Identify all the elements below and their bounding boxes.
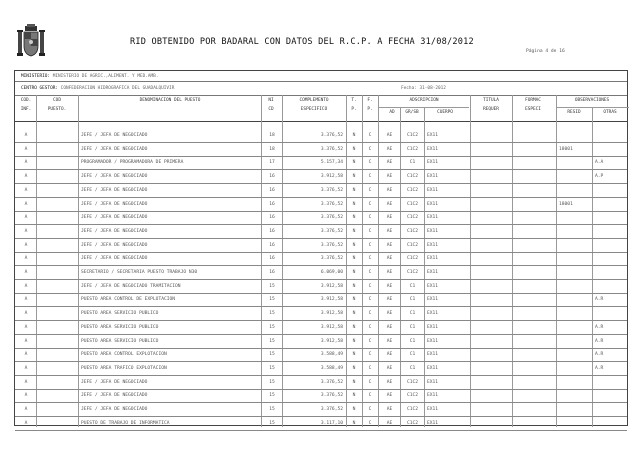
cell-resid: 18001 [559,146,573,152]
cell-denominacion: JEFE / JEFA DE NEGOCIADO [81,146,148,152]
cell-cod-inf: A [24,420,28,426]
cell-gr: C1 [409,365,416,371]
table-row [15,407,627,421]
cell-complemento: 3.912,58 [320,311,343,317]
cell-nivel: 15 [269,379,275,385]
table-row [15,297,627,311]
cell-complemento: 3.376,52 [320,215,343,221]
cell-otras: A.P [595,174,604,180]
cell-fp: C [368,311,372,317]
cell-denominacion: JEFE / JEFA DE NEGOCIADO [81,174,148,180]
cell-cod-inf: A [24,146,28,152]
cell-complemento: 6.069,00 [320,270,343,275]
cell-otras: A.A [595,160,604,166]
cell-tp: N [352,160,356,166]
cell-tp: N [352,338,356,344]
cell-complemento: 3.912,58 [320,324,343,330]
cell-fp: C [368,365,372,371]
cell-cod-inf: A [24,174,28,180]
ministry-label: MINISTERIO: [21,74,51,79]
cell-cuerpo: EX11 [427,283,439,289]
cell-cod-inf: A [24,242,28,248]
col-adscripcion: ADSCRIPCION [409,98,439,103]
cell-ad: AE [386,407,393,412]
cell-fp: C [368,352,372,358]
cell-denominacion: PUESTO AREA TRAFICO EXPLOTACION [81,365,167,371]
table-row [15,229,627,243]
cell-cuerpo: EX11 [427,160,439,166]
cell-cuerpo: EX11 [427,365,439,371]
cell-tp: N [352,256,356,262]
cell-complemento: 5.157,34 [320,160,343,166]
cell-denominacion: PUESTO DE TRABAJO DE INFORMATICA [81,420,170,426]
cell-ad: AE [386,393,393,399]
cell-nivel: 18 [269,146,275,152]
cell-fp: C [368,146,372,152]
table-row [15,188,627,202]
cell-denominacion: JEFE / JEFA DE NEGOCIADO [81,407,148,412]
cell-gr: C1 [409,324,416,330]
col-otras: OTRAS [603,110,617,115]
cell-cod-inf: A [24,352,28,358]
cell-cod-inf: A [24,283,28,289]
cell-ad: AE [386,352,393,358]
cell-cuerpo: EX11 [427,201,439,207]
cell-fp: C [368,187,372,193]
cell-ad: AE [386,242,393,248]
cell-ad: AE [386,174,393,180]
cell-denominacion: PUESTO AREA SERVICIO PUBLICO [81,338,159,344]
cell-nivel: 16 [269,242,275,248]
col-denominacion: DENOMINACION DEL PUESTO [139,98,201,103]
cell-tp: N [352,270,356,275]
cell-fp: C [368,133,372,138]
cell-tp: N [352,228,356,234]
cell-complemento: 3.912,58 [320,297,343,303]
cell-gr: C1C2 [406,256,419,262]
cell-complemento: 3.376,52 [320,133,343,138]
cell-nivel: 17 [269,160,275,166]
cell-tp: N [352,311,356,317]
cell-ad: AE [386,379,393,385]
table-row [15,133,627,147]
cell-nivel: 16 [269,215,275,221]
cell-cod-inf: A [24,228,28,234]
cell-nivel: 15 [269,407,275,412]
cell-gr: C1 [409,160,416,166]
table-row [15,311,627,325]
cell-tp: N [352,365,356,371]
cell-denominacion: JEFE / JEFA DE NEGOCIADO [81,228,148,234]
col-gr: GR/SB [405,110,419,115]
cell-gr: C1C2 [406,270,419,275]
table-row [15,352,627,366]
cell-gr: C1 [409,283,416,289]
cell-complemento: 3.376,52 [320,256,343,262]
cell-nivel: 15 [269,283,275,289]
cell-cod-inf: A [24,133,28,138]
cell-denominacion: SECRETARIO / SECRETARIA PUESTO TRABAJO N30 [81,270,198,275]
cell-cod-inf: A [24,379,28,385]
cell-nivel: 15 [269,338,275,344]
cell-cod-inf: A [24,187,28,193]
table-row [15,421,627,435]
cell-ad: AE [386,146,393,152]
cell-otras: A.R [595,324,604,330]
cell-denominacion: JEFE / JEFA DE NEGOCIADO [81,215,148,221]
cell-fp: C [368,160,372,166]
cell-tp: N [352,174,356,180]
cell-gr: C1C2 [406,201,419,207]
cell-cod-inf: A [24,215,28,221]
ministry-value: MINISTERIO DE AGRIC.,ALIMENT. Y MED.AMB. [52,74,159,79]
cell-denominacion: JEFE / JEFA DE NEGOCIADO [81,201,148,207]
cell-complemento: 3.588,49 [320,365,343,371]
cell-nivel: 15 [269,297,275,303]
col-ad: AD [389,110,395,115]
cell-cuerpo: EX11 [427,338,439,344]
col-resid: RESID [567,110,581,115]
cell-nivel: 15 [269,393,275,399]
cell-fp: C [368,297,372,303]
cell-nivel: 15 [269,352,275,358]
table-row [15,284,627,298]
cell-complemento: 3.376,52 [320,407,343,412]
cell-complemento: 3.376,52 [320,242,343,248]
cell-cuerpo: EX11 [427,420,439,426]
cell-cuerpo: EX11 [427,270,439,275]
cell-denominacion: PUESTO AREA CONTROL DE EXPLOTACION [81,297,176,303]
page-number: Página 4 de 16 [526,49,565,54]
cell-ad: AE [386,256,393,262]
cell-ad: AE [386,201,393,207]
cell-otras: A.R [595,365,604,371]
cell-ad: AE [386,365,393,371]
cell-cod-inf: A [24,365,28,371]
col-cod-puesto: COD PUESTO. [47,98,67,112]
cell-denominacion: JEFE / JEFA DE NEGOCIADO [81,393,148,399]
cell-fp: C [368,393,372,399]
cell-gr: C1 [409,352,416,358]
cell-tp: N [352,242,356,248]
cell-fp: C [368,283,372,289]
cell-ad: AE [386,270,393,275]
cell-complemento: 3.376,52 [320,187,343,193]
cell-cuerpo: EX11 [427,352,439,358]
cell-gr: C1C2 [406,146,419,152]
cell-cuerpo: EX11 [427,242,439,248]
cell-denominacion: PUESTO AREA SERVICIO PUBLICO [81,311,159,317]
cell-ad: AE [386,338,393,344]
cell-ad: AE [386,160,393,166]
cell-fp: C [368,324,372,330]
cell-gr: C1C2 [406,242,419,248]
cell-cuerpo: EX11 [427,297,439,303]
cell-nivel: 15 [269,365,275,371]
cell-gr: C1C2 [406,215,419,221]
cell-cod-inf: A [24,201,28,207]
cell-tp: N [352,407,356,412]
cell-denominacion: PUESTO AREA CONTROL EXPLOTACION [81,352,167,358]
cell-fp: C [368,174,372,180]
cell-tp: N [352,352,356,358]
cell-cod-inf: A [24,338,28,344]
cell-gr: C1 [409,311,416,317]
cell-cuerpo: EX11 [427,146,439,152]
table-row [15,366,627,380]
cell-cuerpo: EX11 [427,407,439,412]
cell-fp: C [368,215,372,221]
cell-ad: AE [386,215,393,221]
cell-tp: N [352,420,356,426]
cell-ad: AE [386,297,393,303]
cell-denominacion: PROGRAMADOR / PROGRAMADORA DE PRIMERA [81,160,184,166]
cell-fp: C [368,379,372,385]
cell-complemento: 3.912,58 [320,338,343,344]
ministry-line [21,74,158,79]
cell-cuerpo: EX11 [427,215,439,221]
col-fp: F. P. [367,98,373,112]
cell-gr: C1C2 [406,379,419,385]
cell-nivel: 15 [269,420,275,426]
center-line [21,86,174,91]
cell-complemento: 3.376,52 [320,379,343,385]
cell-cod-inf: A [24,270,28,275]
cell-cod-inf: A [24,297,28,303]
cell-complemento: 3.912,58 [320,283,343,289]
cell-complemento: 3.376,52 [320,393,343,399]
cell-otras: A.R [595,297,604,303]
col-complemento: COMPLEMENTO ESPECIFICO [299,98,329,112]
table-row [15,270,627,284]
cell-fp: C [368,201,372,207]
cell-denominacion: JEFE / JEFA DE NEGOCIADO [81,187,148,193]
cell-nivel: 16 [269,256,275,262]
cell-denominacion: PUESTO AREA SERVICIO PUBLICO [81,324,159,330]
cell-nivel: 16 [269,228,275,234]
cell-nivel: 15 [269,324,275,330]
cell-fp: C [368,338,372,344]
col-observaciones: OBSERVACIONES [574,98,610,103]
cell-fp: C [368,228,372,234]
cell-nivel: 18 [269,133,275,138]
cell-cod-inf: A [24,160,28,166]
cell-nivel: 16 [269,201,275,207]
cell-gr: C1C2 [406,174,419,180]
table-row [15,174,627,188]
cell-nivel: 16 [269,187,275,193]
cell-denominacion: JEFE / JEFA DE NEGOCIADO TRAMITACION [81,283,181,289]
cell-ad: AE [386,283,393,289]
cell-cod-inf: A [24,407,28,412]
cell-tp: N [352,187,356,193]
cell-gr: C1C2 [406,133,419,138]
cell-ad: AE [386,311,393,317]
cell-complemento: 3.376,52 [320,228,343,234]
cell-ad: AE [386,420,393,426]
cell-fp: C [368,242,372,248]
cell-complemento: 3.912,58 [320,174,343,180]
cell-tp: N [352,297,356,303]
coat-of-arms-logo [14,24,48,60]
cell-tp: N [352,379,356,385]
cell-nivel: 15 [269,311,275,317]
cell-tp: N [352,283,356,289]
cell-cuerpo: EX11 [427,187,439,193]
cell-fp: C [368,256,372,262]
cell-gr: C1C2 [406,393,419,399]
cell-resid: 18001 [559,201,573,207]
cell-tp: N [352,393,356,399]
table-row [15,339,627,353]
col-formacion: FORMAC ESPECI [525,98,541,112]
table-row [15,147,627,161]
col-nivel: NI CD [268,98,274,112]
report-date: Fecha: 31-08-2012 [401,86,446,91]
cell-denominacion: JEFE / JEFA DE NEGOCIADO [81,242,148,248]
cell-cuerpo: EX11 [427,256,439,262]
cell-otras: A.R [595,338,604,344]
cell-cuerpo: EX11 [427,324,439,330]
table-row [15,160,627,174]
cell-ad: AE [386,187,393,193]
center-value: CONFEDERACION HIDROGRAFICA DEL GUADALQUIVIR [60,86,175,91]
cell-complemento: 3.376,52 [320,146,343,152]
cell-tp: N [352,133,356,138]
table-row [15,380,627,394]
cell-nivel: 16 [269,174,275,180]
cell-ad: AE [386,133,393,138]
cell-cod-inf: A [24,393,28,399]
cell-gr: C1C2 [406,187,419,193]
cell-ad: AE [386,228,393,234]
cell-cuerpo: EX11 [427,393,439,399]
cell-cuerpo: EX11 [427,133,439,138]
cell-fp: C [368,407,372,412]
cell-tp: N [352,201,356,207]
table-row [15,256,627,270]
cell-cuerpo: EX11 [427,379,439,385]
table-row [15,393,627,407]
cell-gr: C1C2 [406,407,419,412]
cell-gr: C1C2 [406,228,419,234]
cell-denominacion: JEFE / JEFA DE NEGOCIADO [81,256,148,262]
table-row [15,243,627,257]
cell-cod-inf: A [24,256,28,262]
cell-ad: AE [386,324,393,330]
table-row [15,325,627,339]
center-label: CENTRO GESTOR: [21,86,59,91]
cell-nivel: 16 [269,270,275,275]
cell-denominacion: JEFE / JEFA DE NEGOCIADO [81,379,148,385]
table-row [15,202,627,216]
col-cod-inf: COD. INF. [20,98,32,112]
cell-cuerpo: EX11 [427,228,439,234]
cell-fp: C [368,270,372,275]
col-tp: T. P. [351,98,357,112]
cell-tp: N [352,215,356,221]
cell-tp: N [352,324,356,330]
table-row [15,215,627,229]
cell-cod-inf: A [24,311,28,317]
cell-cuerpo: EX11 [427,174,439,180]
cell-cod-inf: A [24,324,28,330]
cell-gr: C1 [409,338,416,344]
cell-cuerpo: EX11 [427,311,439,317]
cell-gr: C1C2 [406,420,419,426]
cell-tp: N [352,146,356,152]
cell-complemento: 3.376,52 [320,201,343,207]
cell-complemento: 3.117,10 [320,420,343,426]
report-table [14,70,628,426]
cell-gr: C1 [409,297,416,303]
col-titulacion: TITULA REQUER [483,98,499,112]
document-title: RID OBTENIDO POR BADARAL CON DATOS DEL R.C.P. A FECHA 31/08/2012 [130,37,474,47]
col-cuerpo: CUERPO [437,110,453,115]
cell-otras: A.R [595,352,604,358]
cell-complemento: 3.588,49 [320,352,343,358]
cell-denominacion: JEFE / JEFA DE NEGOCIADO [81,133,148,138]
cell-fp: C [368,420,372,426]
